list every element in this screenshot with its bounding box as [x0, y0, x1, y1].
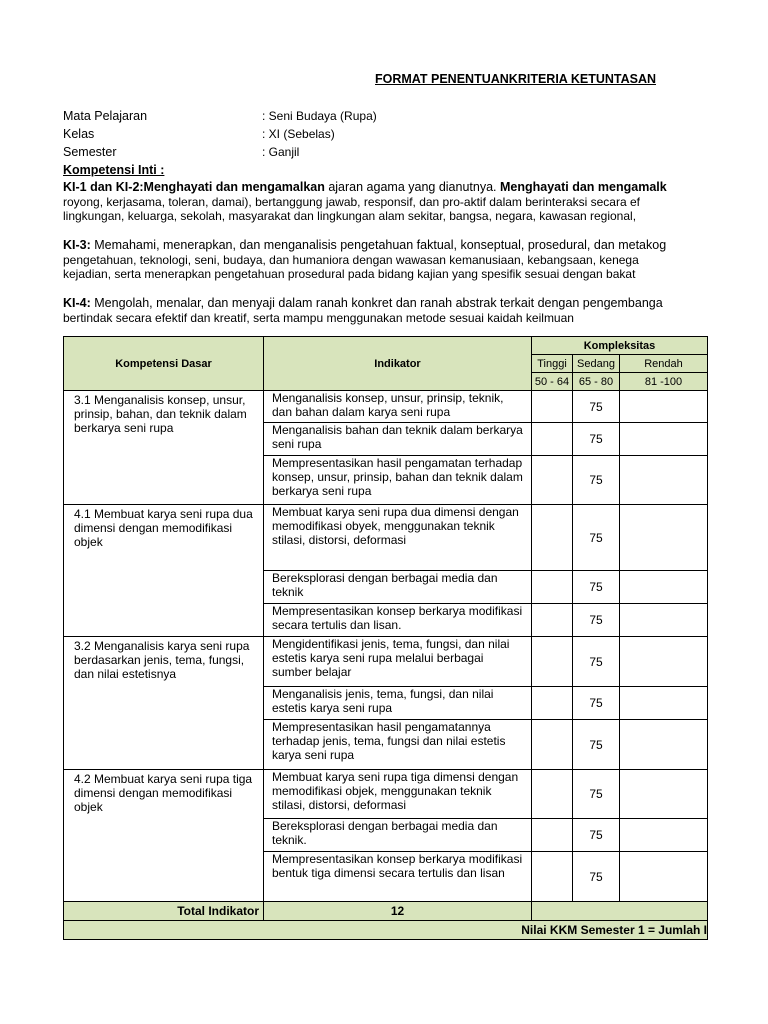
sedang-value: 75	[572, 769, 620, 819]
sedang-value: 75	[572, 422, 620, 456]
meta-value: : Ganjil	[262, 145, 300, 159]
rendah-cell	[619, 719, 708, 770]
tinggi-cell	[531, 422, 573, 456]
ki-3-line-1	[63, 238, 668, 253]
rendah-cell	[619, 504, 708, 571]
tinggi-cell	[531, 504, 573, 571]
sedang-value: 75	[572, 636, 620, 687]
indicator-cell: Mempresentasikan konsep berkarya modifikasi secara tertulis dan lisan.	[263, 603, 532, 637]
indicator-cell: Menganalisis jenis, tema, fungsi, dan nilai estetis karya seni rupa	[263, 686, 532, 720]
nilai-kkm-row: Nilai KKM Semester 1 = Jumlah I	[63, 920, 708, 940]
ki-12-paragraph	[63, 180, 668, 224]
kd-3-2: 3.2 Menganalisis karya seni rupa berdasarkan jenis, tema, fungsi, dan nilai estetisnya	[63, 636, 264, 770]
ki-section-heading	[63, 163, 668, 178]
range-rendah: 81 -100	[619, 372, 708, 391]
ki-12-bold2: Menghayati dan mengamalk	[499, 180, 667, 194]
rendah-cell	[619, 570, 708, 604]
sedang-value: 75	[572, 818, 620, 852]
indicator-cell: Menganalisis bahan dan teknik dalam berkarya seni rupa	[263, 422, 532, 456]
sedang-value: 75	[572, 603, 620, 637]
ki-4-paragraph	[63, 296, 668, 325]
kd-4-2: 4.2 Membuat karya seni rupa tiga dimensi dengan memodifikasi objek	[63, 769, 264, 902]
level-tinggi: Tinggi	[531, 354, 573, 373]
ki-4-text: Mengolah, menalar, dan menyaji dalam ranah konkret dan ranah abstrak terkait dengan pengembanga	[90, 296, 663, 310]
ki-3-paragraph	[63, 238, 668, 282]
ki-3-line-2: pengetahuan, teknologi, seni, budaya, dan humaniora dengan wawasan kemanusiaan, kebangsaan, kenega	[63, 252, 639, 267]
ki-3-text: Memahami, menerapkan, dan menganalisis pengetahuan faktual, konseptual, prosedural, dan metakog	[90, 238, 667, 252]
tinggi-cell	[531, 390, 573, 423]
sedang-value: 75	[572, 504, 620, 571]
kd-4-1: 4.1 Membuat karya seni rupa dua dimensi dengan memodifikasi objek	[63, 504, 264, 637]
indicator-cell: Mempresentasikan hasil pengamatan terhadap konsep, unsur, prinsip, bahan dan teknik dalam berkarya seni rupa	[263, 455, 532, 505]
rendah-cell	[619, 422, 708, 456]
header-kompleksitas: Kompleksitas	[531, 336, 708, 355]
indicator-cell: Mempresentasikan konsep berkarya modifikasi bentuk tiga dimensi secara tertulis dan lisan	[263, 851, 532, 902]
tinggi-cell	[531, 818, 573, 852]
sedang-value: 75	[572, 686, 620, 720]
indicator-cell: Bereksplorasi dengan berbagai media dan teknik	[263, 570, 532, 604]
ki-12-line-2: royong, kerjasama, toleran, damai), bertanggung jawab, responsif, dan pro-aktif dalam berinteraksi secara ef	[63, 194, 640, 209]
tinggi-cell	[531, 851, 573, 902]
ki-12-prefix: KI-1 dan KI-2:Menghayati dan mengamalkan	[63, 180, 325, 194]
tinggi-cell	[531, 603, 573, 637]
rendah-cell	[619, 686, 708, 720]
sedang-value: 75	[572, 851, 620, 902]
ki-12-line-3: lingkungan, keluarga, sekolah, masyarakat dan lingkungan alam sekitar, bangsa, negara, kawasan regional,	[63, 209, 637, 223]
meta-label: Mata Pelajaran	[63, 109, 148, 123]
ki-12-mid: ajaran agama yang dianutnya.	[324, 180, 500, 194]
ki-4-line-2: bertindak secara efektif dan kreatif, serta mampu menggunakan metode sesuai kaidah keilmuan	[63, 310, 574, 325]
rendah-cell	[619, 851, 708, 902]
total-indikator-value: 12	[263, 901, 532, 921]
tinggi-cell	[531, 769, 573, 819]
ki-heading: Kompetensi Inti :	[63, 163, 165, 177]
range-tinggi: 50 - 64	[531, 372, 573, 391]
ki-3-prefix: KI-3:	[63, 238, 91, 252]
tinggi-cell	[531, 719, 573, 770]
indicator-cell: Menganalisis konsep, unsur, prinsip, teknik, dan bahan dalam karya seni rupa	[263, 390, 532, 423]
indicator-cell: Bereksplorasi dengan berbagai media dan teknik.	[263, 818, 532, 852]
sedang-value: 75	[572, 570, 620, 604]
kkm-table	[63, 336, 708, 941]
rendah-cell	[619, 769, 708, 819]
tinggi-cell	[531, 686, 573, 720]
document-title: FORMAT PENENTUANKRITERIA KETUNTASAN	[375, 72, 657, 86]
range-sedang: 65 - 80	[572, 372, 620, 391]
level-sedang: Sedang	[572, 354, 620, 373]
indicator-cell: Mempresentasikan hasil pengamatannya terhadap jenis, tema, fungsi dan nilai estetis karya seni rupa	[263, 719, 532, 770]
meta-label: Semester	[63, 145, 117, 159]
sedang-value: 75	[572, 390, 620, 423]
ki-3-line-3: kejadian, serta menerapkan pengetahuan prosedural pada bidang kajian yang spesifik sesuai dengan bakat	[63, 267, 636, 281]
meta-row-mapel	[63, 109, 377, 123]
tinggi-cell	[531, 455, 573, 505]
rendah-cell	[619, 455, 708, 505]
rendah-cell	[619, 390, 708, 423]
indicator-cell: Membuat karya seni rupa tiga dimensi dengan memodifikasi objek, menggunakan teknik stilasi, distorsi, deformasi	[263, 769, 532, 819]
meta-label: Kelas	[63, 127, 95, 141]
header-kompetensi-dasar: Kompetensi Dasar	[63, 336, 264, 391]
sedang-value: 75	[572, 719, 620, 770]
total-indikator-label: Total Indikator	[63, 901, 264, 921]
ki-12-line-1	[63, 180, 668, 195]
kd-3-1: 3.1 Menganalisis konsep, unsur, prinsip, bahan, dan teknik dalam berkarya seni rupa	[63, 390, 264, 505]
rendah-cell	[619, 818, 708, 852]
level-rendah: Rendah	[619, 354, 708, 373]
ki-4-prefix: KI-4:	[63, 296, 91, 310]
ki-4-line-1	[63, 296, 668, 311]
rendah-cell	[619, 636, 708, 687]
meta-row-semester	[63, 145, 300, 159]
meta-row-kelas	[63, 127, 335, 141]
sedang-value: 75	[572, 455, 620, 505]
meta-value: : XI (Sebelas)	[262, 127, 335, 141]
indicator-cell: Mengidentifikasi jenis, tema, fungsi, dan nilai estetis karya seni rupa melalui berbagai sumber belajar	[263, 636, 532, 687]
header-indikator: Indikator	[263, 336, 532, 391]
rendah-cell	[619, 603, 708, 637]
tinggi-cell	[531, 636, 573, 687]
total-empty-cell	[531, 901, 708, 921]
meta-value: : Seni Budaya (Rupa)	[262, 109, 377, 123]
indicator-cell: Membuat karya seni rupa dua dimensi dengan memodifikasi obyek, menggunakan teknik stilasi, distorsi, deformasi	[263, 504, 532, 571]
tinggi-cell	[531, 570, 573, 604]
